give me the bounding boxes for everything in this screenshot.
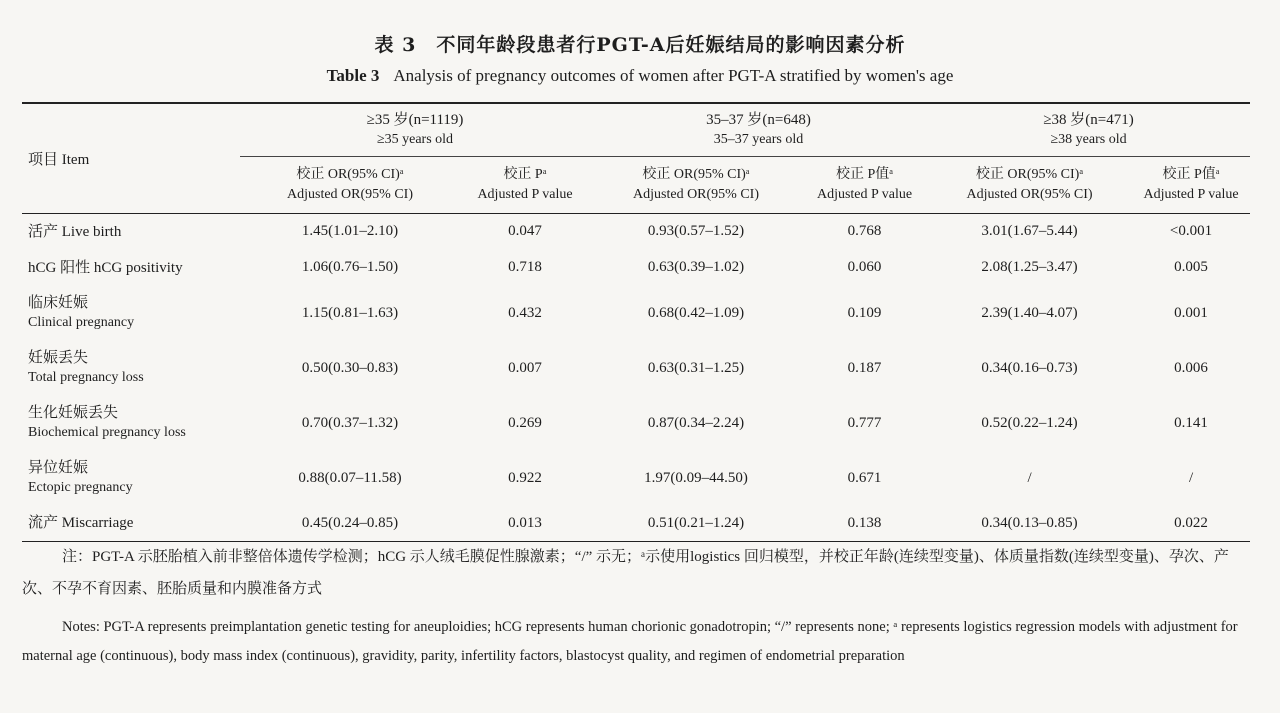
table-row — [22, 341, 1250, 396]
cell-p: 0.671 — [847, 469, 882, 486]
or-header-3: 校正 OR(95% CI)ᵃ Adjusted OR(95% CI) — [927, 157, 1132, 214]
row-label: 异位妊娠 Ectopic pregnancy — [28, 460, 133, 495]
cell-or: 2.08(1.25–3.47) — [981, 259, 1078, 275]
or-header-2: 校正 OR(95% CI)ᵃ Adjusted OR(95% CI) — [590, 157, 802, 214]
cell-or: 0.45(0.24–0.85) — [301, 514, 399, 531]
cell-or: 0.52(0.22–1.24) — [981, 414, 1078, 431]
cell-p: 0.109 — [847, 304, 882, 321]
cell-or: 0.63(0.39–1.02) — [647, 259, 745, 275]
cell-p: 0.187 — [847, 359, 882, 376]
cell-or: 0.93(0.57–1.52) — [647, 223, 745, 240]
table-row — [22, 396, 1250, 451]
cell-p: 0.060 — [847, 259, 882, 275]
cell-p: 0.768 — [847, 223, 882, 240]
cell-or: 0.68(0.42–1.09) — [647, 304, 745, 321]
cell-p: 0.718 — [508, 259, 542, 275]
row-label: 临床妊娠 Clinical pregnancy — [28, 295, 135, 330]
group-header-3: ≥38 岁(n=471) ≥38 years old — [927, 103, 1250, 157]
results-table — [22, 102, 1250, 542]
cell-p: 0.138 — [847, 514, 882, 531]
header-item: 项目 Item — [22, 103, 240, 214]
cell-p: 0.922 — [508, 469, 542, 486]
cell-or: 3.01(1.67–5.44) — [981, 223, 1078, 240]
cell-p: 0.022 — [1174, 514, 1208, 531]
p-header-1: 校正 Pᵃ Adjusted P value — [460, 157, 590, 214]
cell-or: 0.34(0.16–0.73) — [981, 359, 1078, 376]
cell-or: 0.51(0.21–1.24) — [647, 514, 745, 531]
table-row — [22, 506, 1250, 542]
row-label: 活产 Live birth — [28, 223, 122, 240]
cell-or: 1.15(0.81–1.63) — [301, 304, 399, 321]
or-header-1: 校正 OR(95% CI)ᵃ Adjusted OR(95% CI) — [240, 157, 460, 214]
cell-p: 0.006 — [1174, 359, 1208, 376]
table-title-en — [0, 66, 1280, 86]
group-header-2: 35–37 岁(n=648) 35–37 years old — [590, 103, 927, 157]
table-title-cn: 表 3 不同年龄段患者行PGT-A后妊娠结局的影响因素分析 — [374, 34, 906, 56]
table-row — [22, 214, 1250, 250]
cell-p: 0.269 — [508, 414, 542, 431]
group-header-1: ≥35 岁(n=1119) ≥35 years old — [240, 103, 590, 157]
cell-or: / — [1027, 469, 1032, 486]
cell-p: <0.001 — [1169, 223, 1213, 240]
cell-or: 2.39(1.40–4.07) — [981, 304, 1078, 321]
cell-p: 0.432 — [508, 304, 542, 321]
table-notes-cn: 注：PGT-A 示胚胎植入前非整倍体遗传学检测；hCG 示人绒毛膜促性腺激素；“/” 示无；ᵃ示使用logistics 回归模型，并校正年龄(连续型变量)、体质量指数(连续型变量)、孕次、产次、不孕不育因素、胚胎质量和内膜准备方式 — [22, 549, 1229, 597]
row-label: hCG 阳性 hCG positivity — [28, 259, 183, 276]
row-label: 生化妊娠丢失 Biochemical pregnancy loss — [28, 405, 186, 440]
cell-or: 0.70(0.37–1.32) — [301, 414, 399, 431]
table-title-en-text: Analysis of pregnancy outcomes of women after PGT-A stratified by women's age — [393, 66, 954, 85]
cell-p: 0.777 — [847, 414, 882, 431]
cell-p: 0.047 — [508, 223, 542, 240]
table-row — [22, 451, 1250, 506]
row-label: 妊娠丢失 Total pregnancy loss — [28, 350, 144, 385]
cell-or: 1.45(1.01–2.10) — [301, 223, 399, 240]
cell-p: 0.141 — [1174, 414, 1208, 431]
cell-p: 0.013 — [508, 514, 542, 531]
cell-p: / — [1188, 469, 1194, 486]
cell-p: 0.001 — [1174, 304, 1208, 321]
cell-or: 1.97(0.09–44.50) — [644, 469, 748, 486]
table-notes-en: Notes: PGT-A represents preimplantation genetic testing for aneuploidies; hCG represents human chorionic gonadotropin; “/” represents none; ᵃ represents logistics regression models with adjustment for maternal age (continuous), body mass index (continuous), gravidity, parity, infertility factors, blastocyst quality, and regimen of endometrial preparation — [22, 619, 1238, 664]
table-row — [22, 250, 1250, 286]
p-header-2: 校正 P值ᵃ Adjusted P value — [802, 157, 927, 214]
row-label: 流产 Miscarriage — [28, 515, 134, 532]
cell-or: 0.50(0.30–0.83) — [301, 359, 399, 376]
cell-p: 0.007 — [508, 359, 542, 376]
p-header-3: 校正 P值ᵃ Adjusted P value — [1132, 157, 1250, 214]
cell-or: 0.87(0.34–2.24) — [647, 414, 745, 431]
cell-p: 0.005 — [1174, 259, 1208, 275]
cell-or: 0.88(0.07–11.58) — [298, 469, 402, 486]
table-label: Table 3 — [326, 66, 380, 85]
cell-or: 0.34(0.13–0.85) — [981, 514, 1078, 531]
cell-or: 1.06(0.76–1.50) — [301, 259, 399, 275]
cell-or: 0.63(0.31–1.25) — [647, 359, 745, 376]
table-row — [22, 286, 1250, 341]
